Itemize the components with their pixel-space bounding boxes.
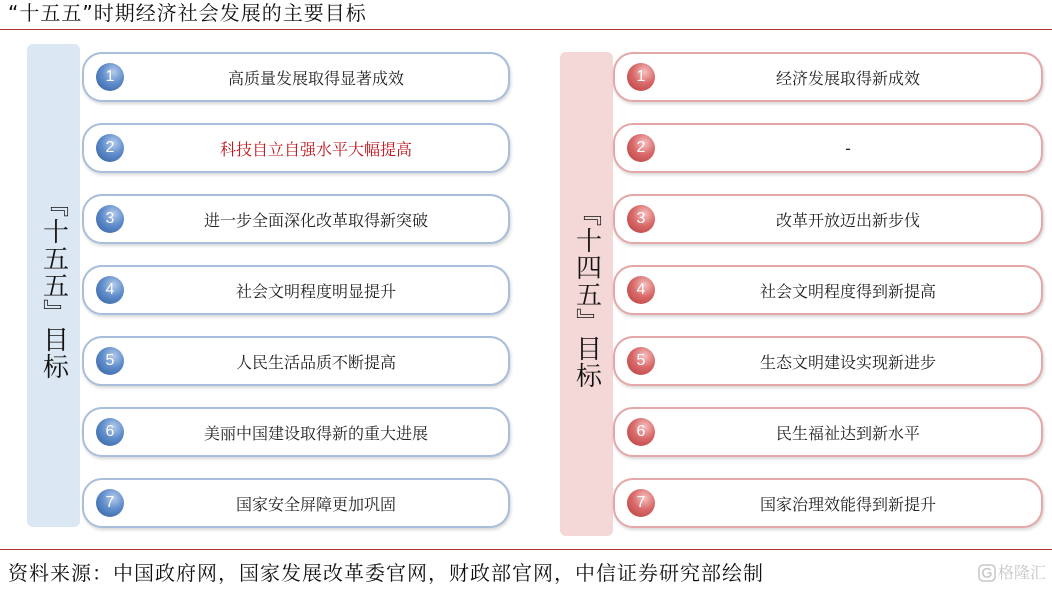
- page-title: “十五五”时期经济社会发展的主要目标: [8, 1, 367, 25]
- left-goal-item-1: [82, 52, 510, 102]
- goal-text: 国家安全屏障更加巩固: [235, 494, 396, 514]
- goal-text: 国家治理效能得到新提升: [759, 494, 936, 514]
- right-goal-item-1: [613, 52, 1043, 102]
- goal-text: 民生福祉达到新水平: [775, 423, 920, 443]
- number-badge: 6: [96, 418, 124, 446]
- number-badge: 2: [96, 134, 124, 162]
- right-goal-item-5: [613, 336, 1043, 386]
- number-badge: 5: [96, 347, 124, 375]
- number-badge: 2: [627, 134, 655, 162]
- number-badge: 1: [627, 63, 655, 91]
- number-badge: 7: [627, 489, 655, 517]
- left-goal-item-6: [82, 407, 510, 457]
- goal-text: 社会文明程度明显提升: [235, 281, 396, 301]
- number-badge: 4: [627, 276, 655, 304]
- left-panel-label: 『十五五』目标: [38, 191, 69, 380]
- goal-text: 经济发展取得新成效: [775, 68, 920, 88]
- goal-text: 高质量发展取得显著成效: [227, 68, 404, 88]
- goal-text: 社会文明程度得到新提高: [759, 281, 936, 301]
- number-badge: 1: [96, 63, 124, 91]
- right-goal-item-7: [613, 478, 1043, 528]
- right-panel-label: 『十四五』目标: [571, 199, 602, 389]
- number-badge: 3: [627, 205, 655, 233]
- goal-text: 美丽中国建设取得新的重大进展: [203, 423, 428, 443]
- number-badge: 4: [96, 276, 124, 304]
- gelonghui-logo-icon: [978, 564, 996, 582]
- right-goal-list: [613, 0, 1043, 540]
- left-panel-label-bar: [27, 44, 80, 527]
- watermark: [978, 563, 1046, 583]
- goal-text: 人民生活品质不断提高: [235, 352, 396, 372]
- goal-text: 进一步全面深化改革取得新突破: [203, 210, 428, 230]
- right-goal-item-2: [613, 123, 1043, 173]
- number-badge: 7: [96, 489, 124, 517]
- goal-text: -: [845, 138, 851, 158]
- left-goal-item-3: [82, 194, 510, 244]
- number-badge: 6: [627, 418, 655, 446]
- right-goal-item-3: [613, 194, 1043, 244]
- right-panel-label-bar: [560, 52, 613, 536]
- goal-text: 改革开放迈出新步伐: [775, 210, 920, 230]
- left-goal-item-5: [82, 336, 510, 386]
- source-note: 资料来源：中国政府网，国家发展改革委官网，财政部官网，中信证券研究部绘制: [8, 561, 764, 585]
- goal-text: 科技自立自强水平大幅提高: [219, 139, 412, 159]
- number-badge: 5: [627, 347, 655, 375]
- left-goal-item-4: [82, 265, 510, 315]
- number-badge: 3: [96, 205, 124, 233]
- left-goal-item-7: [82, 478, 510, 528]
- left-goal-list: [82, 0, 510, 540]
- left-goal-item-2: [82, 123, 510, 173]
- right-goal-item-6: [613, 407, 1043, 457]
- goal-text: 生态文明建设实现新进步: [759, 352, 936, 372]
- footer-divider: [0, 549, 1052, 550]
- watermark-text: 格隆汇: [997, 563, 1046, 582]
- right-goal-item-4: [613, 265, 1043, 315]
